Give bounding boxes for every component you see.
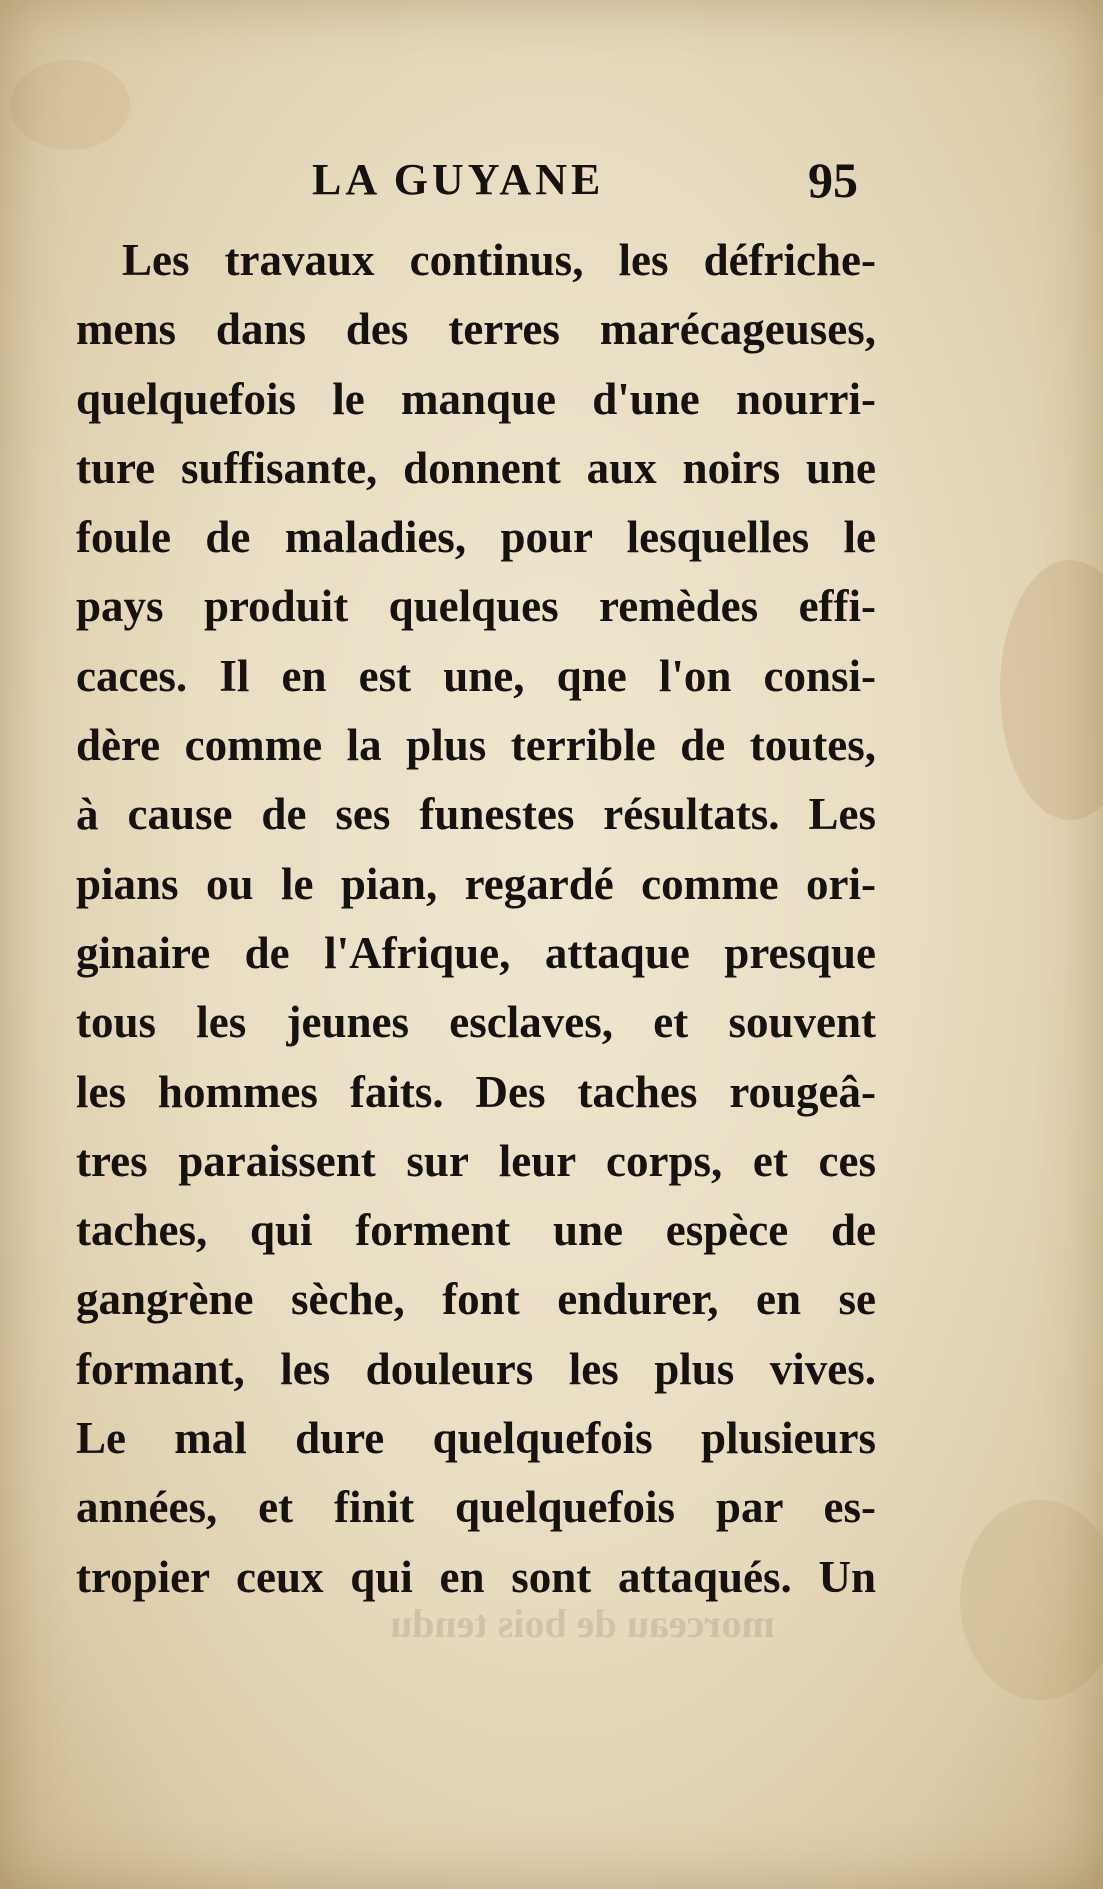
running-header: [0, 150, 1103, 210]
text-line: années, et finit quelquefois par es-: [76, 1482, 876, 1533]
text-line: pians ou le pian, regardé comme ori-: [76, 858, 876, 909]
text-line: formant, les douleurs les plus vives.: [76, 1343, 876, 1394]
running-title: LA GUYANE: [312, 155, 605, 204]
text-line: caces. Il en est une, qne l'on consi-: [76, 650, 876, 701]
body-paragraph: [76, 226, 876, 1612]
text-line: tropier ceux qui en sont attaqués. Un: [76, 1551, 876, 1602]
text-line: tres paraissent sur leur corps, et ces: [76, 1135, 876, 1186]
text-line: taches, qui forment une espèce de: [76, 1205, 876, 1256]
text-line: ginaire de l'Afrique, attaque presque: [76, 927, 876, 978]
text-line: tous les jeunes esclaves, et souvent: [76, 997, 876, 1048]
text-line: quelquefois le manque d'une nourri-: [76, 373, 876, 424]
text-line: ture suffisante, donnent aux noirs une: [76, 442, 876, 493]
paper-stain: [960, 1500, 1103, 1700]
text-line: Les travaux continus, les défriche-: [122, 235, 876, 285]
text-line: mens dans des terres marécageuses,: [76, 304, 876, 355]
text-line: dère comme la plus terrible de toutes,: [76, 720, 876, 771]
paper-stain: [1000, 560, 1103, 820]
bleed-through-text: morceau de bois tendu: [390, 1601, 775, 1646]
text-line: pays produit quelques remèdes effi-: [76, 581, 876, 632]
text-line: gangrène sèche, font endurer, en se: [76, 1274, 876, 1325]
text-line: les hommes faits. Des taches rougeâ-: [76, 1066, 876, 1117]
text-line: Le mal dure quelquefois plusieurs: [76, 1413, 876, 1464]
page-number: 95: [808, 152, 858, 208]
text-line: à cause de ses funestes résultats. Les: [76, 789, 876, 840]
text-line: foule de maladies, pour lesquelles le: [76, 512, 876, 563]
paper-stain: [10, 60, 130, 150]
